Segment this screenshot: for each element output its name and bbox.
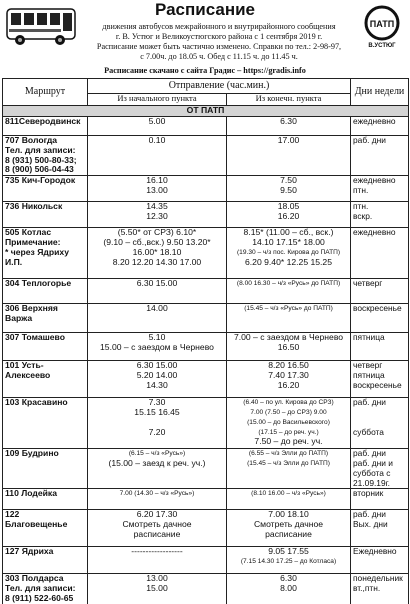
from-start-cell	[88, 279, 227, 304]
days-cell	[351, 547, 409, 574]
from-start-cell-line: 16.00* 18.10	[132, 246, 182, 257]
from-start-cell	[88, 510, 227, 547]
days-cell	[351, 117, 409, 136]
from-end-cell-line: (19.30 – ч/з пос. Кирова до ПАТП)	[236, 248, 341, 256]
days-cell-line: птн.	[353, 201, 369, 212]
from-end-cell	[227, 333, 351, 361]
from-start-cell	[88, 574, 227, 604]
from-end-cell-line: 9.05 17.55	[268, 546, 309, 557]
from-start-cell	[88, 449, 227, 489]
route-cell-line: * через Ядриху	[5, 246, 70, 257]
days-cell-line: 21.09.19г.	[353, 477, 390, 488]
days-cell	[351, 279, 409, 304]
from-end-cell	[227, 361, 351, 398]
from-start-cell-line: расписание	[133, 528, 181, 539]
from-start-cell	[88, 228, 227, 279]
from-end-cell-line: 7.00 – с заездом в Чернево	[233, 332, 344, 343]
subtitle-line: с 7.00ч. до 18.05 ч. Обед с 11.15 ч. до 11.45 ч.	[140, 52, 298, 61]
route-cell	[3, 304, 88, 333]
days-cell-line: суббота	[353, 426, 384, 437]
from-end-cell-line: 6.30	[280, 116, 297, 126]
from-start-cell	[88, 202, 227, 228]
header	[0, 0, 410, 78]
days-cell-line: ежедневно	[353, 116, 396, 126]
from-start-cell-line: 15.15 16.45	[134, 406, 180, 417]
from-start-cell-line: (5.50* от СРЗ) 6.10*	[117, 227, 197, 238]
subtitle	[80, 22, 358, 62]
days-cell-line: раб. дни	[353, 135, 386, 145]
from-start-cell-line: 13.00	[146, 573, 168, 584]
from-end-cell-line: 8.20 16.50	[268, 360, 309, 371]
route-cell-line: 8 (931) 500-80-33;	[5, 154, 77, 165]
route-cell-line: 304 Теплогорье	[5, 278, 72, 289]
route-cell-line: 103 Красавино	[5, 397, 68, 408]
from-end-cell-line: 18.05	[277, 201, 300, 212]
route-cell-line: 505 Котлас	[5, 227, 52, 238]
from-start-cell	[88, 398, 227, 449]
from-end-cell	[227, 176, 351, 202]
days-cell	[351, 398, 409, 449]
from-end-cell-line: 17.00	[277, 135, 300, 145]
subtitle-line: Расписание может быть частично изменено. Справки по тел.: 2-98-97,	[96, 42, 342, 51]
from-start-cell	[88, 333, 227, 361]
route-cell	[3, 228, 88, 279]
from-end-cell	[227, 574, 351, 604]
route-cell-line: Примечание:	[5, 236, 61, 247]
from-start-cell-line: 14.35	[146, 201, 168, 212]
days-cell	[351, 202, 409, 228]
from-start-cell-line: 5.10	[148, 332, 166, 343]
from-end-cell-line: 14.10 17.15* 18.00	[252, 236, 325, 247]
table-row	[3, 202, 409, 228]
svg-text:В.УСТЮГ: В.УСТЮГ	[368, 43, 396, 49]
from-end-cell-line: 6.30	[280, 573, 297, 584]
route-cell	[3, 202, 88, 228]
from-start-cell-line: 13.00	[146, 184, 168, 195]
route-cell-line: 303 Полдарса	[5, 573, 64, 584]
from-start-cell-line: 7.00 (14.30 – ч/з «Русь»)	[119, 490, 195, 498]
from-start-header: Из начального пункта	[88, 94, 227, 106]
from-end-cell-line: (6.40 – по ул. Кирова до СРЗ)	[243, 399, 334, 407]
days-cell-line: ежедневно	[353, 175, 396, 186]
route-cell	[3, 279, 88, 304]
route-cell-line: 8 (900) 506-04-43	[5, 164, 74, 175]
from-end-cell-line: 7.00 (7.50 – до СРЗ) 9.00	[250, 408, 327, 416]
route-cell	[3, 510, 88, 547]
route-cell-line: 122	[5, 509, 20, 520]
from-end-cell-line: 16.20	[277, 210, 300, 221]
route-cell-line: 811Северодвинск	[5, 116, 81, 126]
from-start-cell-line: 15.00 – с заездом в Чернево	[100, 341, 214, 352]
from-end-cell	[227, 547, 351, 574]
days-cell-line: пятница	[353, 332, 385, 343]
from-start-cell	[88, 136, 227, 176]
days-cell-line: ежедневно	[353, 227, 396, 238]
route-cell	[3, 176, 88, 202]
route-cell-line: 306 Верхняя	[5, 303, 58, 314]
days-cell	[351, 304, 409, 333]
table-row	[3, 176, 409, 202]
from-start-cell-line: (15.00 – заезд к реч. уч.)	[108, 457, 206, 468]
from-end-cell	[227, 304, 351, 333]
table-row	[3, 361, 409, 398]
days-column-header: Дни недели	[351, 79, 409, 106]
from-start-cell-line: 7.20	[148, 426, 166, 437]
route-cell-line: 307 Томашево	[5, 332, 65, 343]
route-cell	[3, 449, 88, 489]
from-start-cell-line: ------------------	[131, 546, 183, 557]
from-end-cell-line: Смотреть дачное	[253, 519, 324, 530]
days-cell-line: раб. дни	[353, 397, 386, 408]
route-cell-line: Тел. для записи:	[5, 144, 76, 155]
from-start-cell	[88, 304, 227, 333]
route-cell-line: 110 Лодейка	[5, 488, 58, 499]
days-cell	[351, 361, 409, 398]
subtitle-line: г. В. Устюг и Великоустюгского района с 1 сентября 2019 г.	[115, 32, 323, 41]
route-cell-line: 707 Вологда	[5, 135, 58, 145]
from-end-cell-line: (15.45 – ч/з «Русь» до ПАТП)	[244, 305, 333, 313]
days-cell-line: Вых. дни	[353, 519, 388, 530]
days-cell	[351, 176, 409, 202]
schedule-table	[2, 78, 409, 604]
route-cell-line: 127 Ядриха	[5, 546, 54, 557]
table-row	[3, 136, 409, 176]
days-cell-line: раб. дни и	[353, 457, 393, 468]
days-cell-line: вт.,птн.	[353, 583, 381, 594]
from-end-cell	[227, 228, 351, 279]
days-cell-line: воскресенье	[353, 379, 402, 390]
from-end-cell-line: 7.50	[280, 175, 297, 186]
route-cell-line: Варжа	[5, 312, 33, 323]
days-cell-line: воскресенье	[353, 303, 402, 314]
table-row	[3, 228, 409, 279]
table-row	[3, 547, 409, 574]
route-cell	[3, 547, 88, 574]
from-start-cell-line: Смотреть дачное	[122, 519, 192, 530]
route-column-header: Маршрут	[3, 79, 88, 106]
route-cell	[3, 398, 88, 449]
source-line: Расписание скачано с сайта Градис – https://gradis.info	[104, 66, 306, 75]
from-start-cell-line: (9.10 – сб.,вск.) 9.50 13.20*	[103, 236, 211, 247]
route-cell	[3, 574, 88, 604]
table-row	[3, 398, 409, 449]
from-start-cell	[88, 176, 227, 202]
from-end-cell-line: 7.00 18.10	[268, 509, 309, 520]
from-start-cell	[88, 361, 227, 398]
route-cell-line: И.П.	[5, 256, 23, 267]
from-start-cell-line: 14.30	[146, 379, 168, 390]
from-end-cell	[227, 489, 351, 510]
route-cell-line: Благовещенье	[5, 519, 68, 530]
route-cell-line: 109 Будрино	[5, 448, 59, 459]
table-row	[3, 117, 409, 136]
days-cell	[351, 574, 409, 604]
table-row	[3, 449, 409, 489]
route-cell	[3, 489, 88, 510]
from-start-cell	[88, 489, 227, 510]
days-cell-line: раб. дни	[353, 509, 386, 520]
from-end-cell-line: 8.15* (11.00 – сб., вск.)	[243, 227, 334, 238]
section-label: ОТ ПАТП	[3, 106, 409, 117]
days-cell	[351, 136, 409, 176]
route-cell-line: 735 Кич-Городок	[5, 175, 76, 186]
from-start-cell-line: 5.20 14.00	[136, 369, 178, 380]
route-cell-line: Алексеево	[5, 369, 51, 380]
from-end-header: Из конечн. пункта	[227, 94, 351, 106]
days-cell-line: вторник	[353, 488, 384, 499]
from-end-cell	[227, 398, 351, 449]
from-start-cell-line: 5.00	[148, 116, 166, 126]
days-cell	[351, 228, 409, 279]
table-row	[3, 510, 409, 547]
from-start-cell-line: (6.15 – ч/з «Русь»)	[128, 450, 186, 458]
departure-column-header: Отправление (час.мин.)	[88, 79, 351, 94]
route-cell	[3, 333, 88, 361]
from-end-cell-line: расписание	[265, 528, 312, 539]
days-cell-line: птн.	[353, 184, 369, 195]
from-end-cell-line: 9.50	[280, 184, 297, 195]
from-start-cell-line: 6.20 17.30	[136, 509, 178, 520]
days-cell-line: четверг	[353, 278, 383, 289]
days-cell-line	[353, 408, 406, 418]
patp-logo-icon	[360, 4, 404, 50]
table-row	[3, 279, 409, 304]
from-start-cell-line: 12.30	[146, 210, 168, 221]
from-start-cell-line: 8.20 12.20 14.30 17.00	[112, 256, 202, 267]
from-start-cell-line: 6.30 15.00	[136, 360, 178, 371]
svg-text:ПАТП: ПАТП	[369, 19, 395, 29]
days-cell-line: пятница	[353, 369, 385, 380]
from-end-cell-line: 7.50 – до реч. уч.	[254, 436, 323, 447]
route-cell-line: 101 Усть-	[5, 360, 44, 371]
route-cell-line: 736 Никольск	[5, 201, 63, 212]
page-title: Расписание	[154, 0, 256, 19]
from-end-cell	[227, 136, 351, 176]
table-row	[3, 574, 409, 604]
from-end-cell	[227, 117, 351, 136]
days-cell-line: раб. дни	[353, 448, 386, 459]
table-row	[3, 304, 409, 333]
from-end-cell-line: (15.00 – до Васильевского)	[247, 418, 330, 426]
from-end-cell	[227, 449, 351, 489]
route-cell	[3, 117, 88, 136]
from-end-cell-line: 16.50	[277, 341, 300, 352]
days-cell-line: вскр.	[353, 210, 373, 221]
from-end-cell-line: (8.10 16.00 – ч/з «Русь»)	[251, 490, 326, 498]
days-cell-line: четверг	[353, 360, 383, 371]
route-cell-line: 8 (911) 522-60-65	[5, 592, 74, 603]
days-cell	[351, 333, 409, 361]
table-row	[3, 333, 409, 361]
from-end-cell-line: 16.20	[277, 379, 300, 390]
from-start-cell-line: 16.10	[146, 175, 168, 186]
from-start-cell	[88, 117, 227, 136]
days-cell-line: Ежедневно	[353, 546, 397, 557]
from-end-cell-line: (15.45 – ч/з Элли до ПАТП)	[247, 459, 330, 467]
section-row	[3, 106, 409, 117]
days-cell	[351, 510, 409, 547]
from-end-cell-line: 7.40 17.30	[268, 369, 309, 380]
from-start-cell-line: 14.00	[146, 303, 168, 314]
route-cell	[3, 136, 88, 176]
route-cell	[3, 361, 88, 398]
from-end-cell-line: (8.00 16.30 – ч/з «Русь» до ПАТП)	[236, 280, 341, 288]
from-end-cell-line: (6.55 – ч/з Элли до ПАТП)	[248, 450, 329, 458]
route-cell-line: Тел. для записи:	[5, 583, 76, 594]
from-start-cell-line: 7.30	[148, 397, 166, 408]
from-end-cell-line: (7.15 14.30 17.25 – до Котласа)	[240, 558, 337, 566]
from-start-cell-line: 0.10	[148, 135, 166, 145]
subtitle-line: движения автобусов межрайонного и внутрирайонного сообщения	[102, 22, 336, 31]
days-cell-line: понедельник	[353, 573, 403, 584]
days-cell	[351, 489, 409, 510]
from-end-cell-line: 8.00	[280, 583, 297, 594]
from-start-cell	[88, 547, 227, 574]
table-header-row	[3, 79, 409, 94]
from-start-cell-line: 15.00	[146, 583, 168, 594]
from-end-cell	[227, 202, 351, 228]
from-end-cell	[227, 279, 351, 304]
table-row	[3, 489, 409, 510]
from-start-cell-line: 6.30 15.00	[136, 278, 178, 289]
from-end-cell	[227, 510, 351, 547]
days-cell	[351, 449, 409, 489]
from-end-cell-line: 6.20 9.40* 12.25 15.25	[245, 256, 332, 267]
from-end-cell-line: (17.15 – до реч. уч.)	[258, 428, 319, 436]
days-cell-line: суббота с	[353, 467, 391, 478]
